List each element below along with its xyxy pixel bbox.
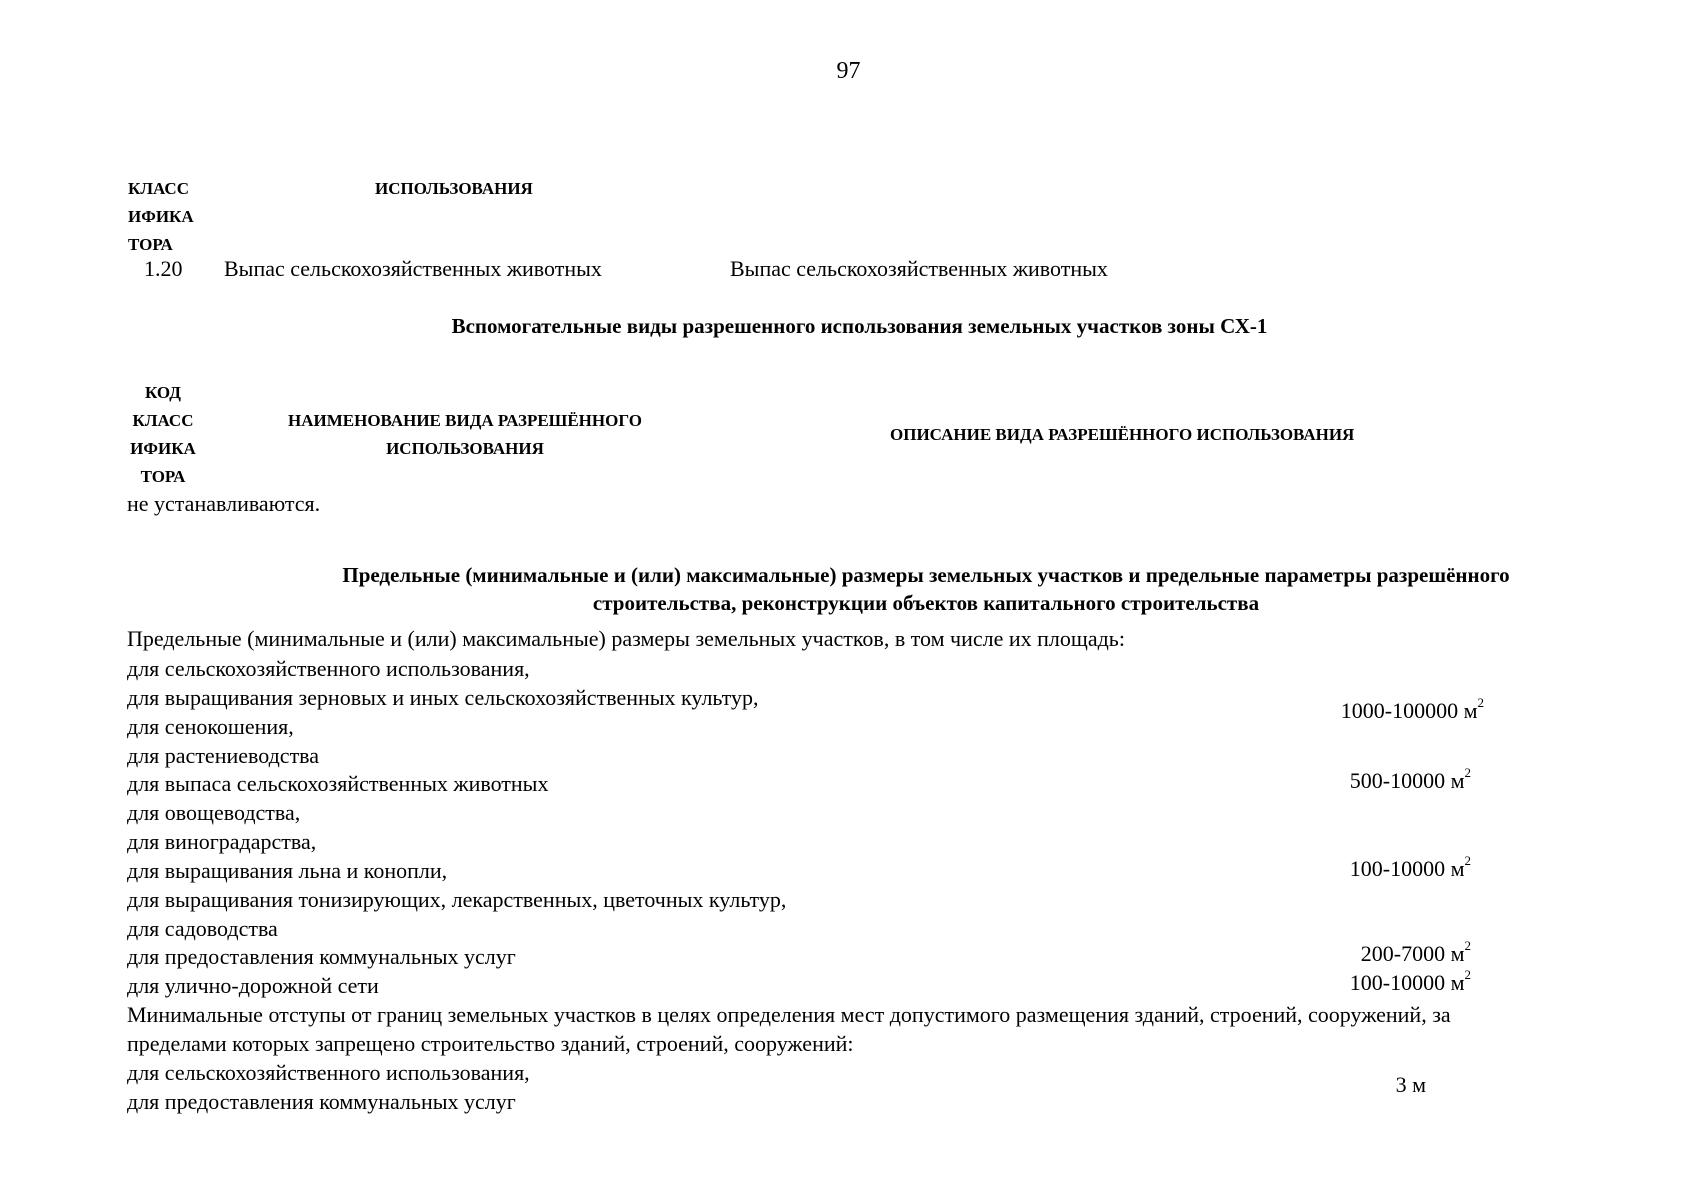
size-line: для сенокошения, <box>127 714 294 739</box>
code-header-line: КЛАСС <box>128 179 189 198</box>
size-line: для выпаса сельскохозяйственных животных <box>127 771 549 796</box>
size-value <box>1349 967 1471 996</box>
code-header-line: ТОРА <box>128 235 173 254</box>
size-line: для предоставления коммунальных услуг <box>127 944 516 969</box>
setback-value: 3 м <box>1395 1072 1426 1097</box>
size-value <box>1360 938 1471 967</box>
setback-group-lines <box>127 1058 530 1116</box>
sizes-intro: Предельные (минимальные и (или) максимальные) размеры земельных участков, в том числе их площадь: <box>127 626 1125 651</box>
size-group-lines <box>127 942 516 971</box>
size-value-sup: 2 <box>1477 695 1484 710</box>
name-header: ИСПОЛЬЗОВАНИЯ <box>375 179 533 198</box>
row-code: 1.20 <box>144 256 183 281</box>
size-value-text: 100-10000 м <box>1349 856 1465 881</box>
aux-code-header-line: КЛАСС <box>132 411 194 430</box>
aux-name-header-line: НАИМЕНОВАНИЕ ВИДА РАЗРЕШЁННОГО <box>288 411 642 430</box>
size-line: для улично-дорожной сети <box>127 973 379 998</box>
aux-code-header-line: КОД <box>145 383 181 402</box>
aux-name-header <box>262 407 668 463</box>
setbacks-intro-line: Минимальные отступы от границ земельных участков в целях определения мест допустимого размещения зданий, строений, сооружений, за <box>127 1002 1451 1027</box>
size-group-lines <box>127 798 786 943</box>
size-group-lines <box>127 769 548 798</box>
size-group-lines <box>127 654 758 770</box>
size-value-text: 100-10000 м <box>1349 970 1465 995</box>
size-line: для выращивания зерновых и иных сельскохозяйственных культур, <box>127 685 759 710</box>
limits-section-title <box>0 561 1697 617</box>
setback-line: для предоставления коммунальных услуг <box>127 1089 516 1114</box>
size-value-text: 1000-100000 м <box>1340 698 1478 723</box>
row-description: Выпас сельскохозяйственных животных <box>730 256 1108 281</box>
size-line: для сельскохозяйственного использования, <box>127 656 530 681</box>
size-value-text: 500-10000 м <box>1349 768 1465 793</box>
code-header <box>128 175 194 259</box>
aux-code-header <box>128 379 198 491</box>
size-value-sup: 2 <box>1464 938 1471 953</box>
size-line: для овощеводства, <box>127 800 301 825</box>
limits-title-line: строительства, реконструкции объектов капитального строительства <box>592 591 1260 615</box>
row-name: Выпас сельскохозяйственных животных <box>224 256 602 281</box>
aux-code-header-line: ТОРА <box>140 467 186 486</box>
size-value <box>1349 853 1471 882</box>
aux-section-title: Вспомогательные виды разрешенного использования земельных участков зоны СХ-1 <box>451 314 1268 338</box>
size-value-text: 200-7000 м <box>1360 941 1465 966</box>
size-group-lines <box>127 971 379 1000</box>
aux-note: не устанавливаются. <box>127 491 321 516</box>
setbacks-intro <box>127 1000 1451 1058</box>
size-value-sup: 2 <box>1464 967 1471 982</box>
limits-title-line: Предельные (минимальные и (или) максимальные) размеры земельных участков и предельные параметры разрешённого <box>342 563 1510 587</box>
size-value-sup: 2 <box>1464 765 1471 780</box>
size-value <box>1340 695 1484 724</box>
aux-name-header-line: ИСПОЛЬЗОВАНИЯ <box>386 439 544 458</box>
size-line: для выращивания тонизирующих, лекарственных, цветочных культур, <box>127 887 787 912</box>
setback-line: для сельскохозяйственного использования, <box>127 1060 530 1085</box>
size-line: для виноградарства, <box>127 829 317 854</box>
aux-code-header-line: ИФИКА <box>130 439 196 458</box>
page-number: 97 <box>836 58 861 84</box>
code-header-line: ИФИКА <box>128 207 194 226</box>
size-value <box>1349 765 1471 794</box>
setbacks-intro-line: пределами которых запрещено строительство зданий, строений, сооружений: <box>127 1031 854 1056</box>
size-line: для выращивания льна и конопли, <box>127 858 448 883</box>
size-value-sup: 2 <box>1464 853 1471 868</box>
size-line: для растениеводства <box>127 743 320 768</box>
size-line: для садоводства <box>127 916 278 941</box>
aux-description-header: ОПИСАНИЕ ВИДА РАЗРЕШЁННОГО ИСПОЛЬЗОВАНИЯ <box>890 425 1355 444</box>
